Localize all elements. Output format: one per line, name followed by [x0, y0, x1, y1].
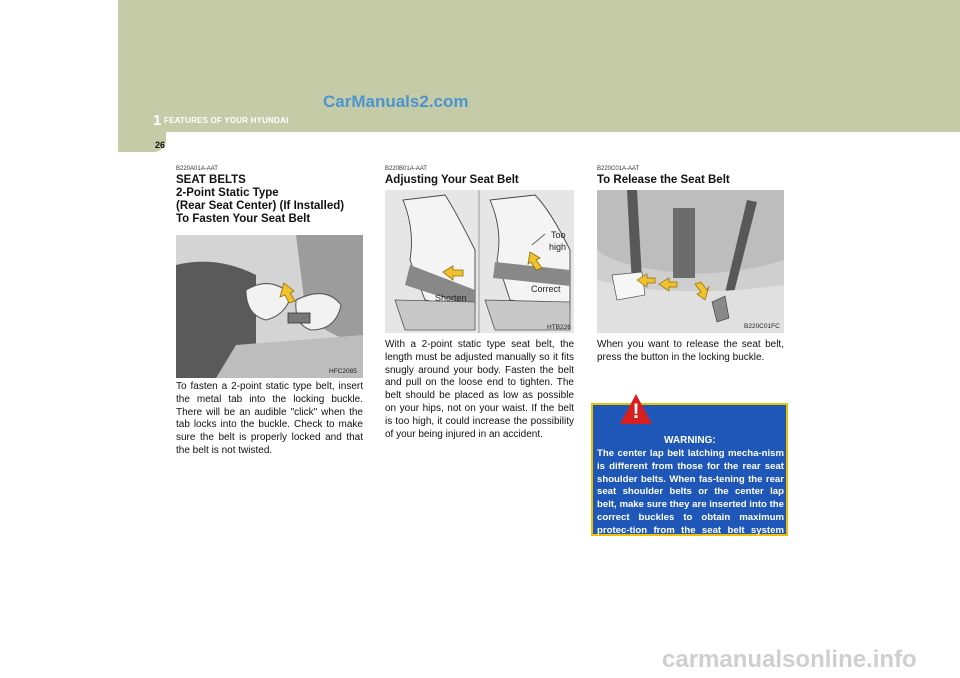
heading-line: SEAT BELTS [176, 174, 246, 186]
footer-watermark-link[interactable]: carmanualsonline.info [662, 646, 917, 673]
figure-label: HTB226 [547, 324, 571, 331]
figure-fasten-belt [176, 235, 363, 378]
chapter-title: FEATURES OF YOUR HYUNDAI [164, 116, 289, 125]
rear-seat-buckle-illustration [597, 190, 784, 333]
body-text: With a 2-point static type seat belt, the length must be adjusted manually so it fits snugly around your body. Fasten the belt and pull on the loose end to tighten. The belt should be placed as low as possible on your hips, not on your waist. If the belt is too high, it could increase the possibility of your being injured in an accident. [385, 339, 574, 440]
page-number: 26 [155, 140, 166, 150]
section-heading: To Release the Seat Belt [597, 174, 730, 186]
site-watermark-link[interactable]: CarManuals2.com [323, 92, 469, 111]
warning-title: WARNING: [664, 435, 716, 446]
section-heading [176, 174, 366, 226]
heading-line: 2-Point Static Type [176, 187, 279, 199]
heading-line: To Fasten Your Seat Belt [176, 213, 311, 225]
callout-correct: Correct [531, 284, 561, 294]
body-text: To fasten a 2-point static type belt, insert the metal tab into the locking buckle. There will be an audible "click" when the tab locks into the buckle. Check to make sure the belt is properly locked and that the belt is not twisted. [176, 381, 363, 456]
heading-line: (Rear Seat Center) (If Installed) [176, 200, 345, 212]
section-code: B220B01A-AAT [385, 166, 427, 172]
section-heading: Adjusting Your Seat Belt [385, 174, 519, 186]
exclamation-icon: ! [632, 400, 640, 423]
section-code: B220C01A-AAT [597, 166, 640, 172]
belt-position-illustration [385, 190, 574, 333]
seat-belt-buckle-illustration [176, 235, 363, 378]
warning-text: The center lap belt latching mecha-nism is different from those for the rear seat shoulder belts. When fas-tening the rear seat shoulder belts or the center lap belt, make sure they are inserted into the correct buckles to obtain maximum protec-tion from the seat belt system and assure proper operation. [597, 448, 784, 549]
chapter-number: 1 [153, 112, 162, 129]
figure-release-belt [597, 190, 784, 333]
body-text: When you want to release the seat belt, press the button in the locking buckle. [597, 339, 784, 363]
figure-label: HFC2085 [329, 368, 357, 375]
header-band [118, 0, 960, 132]
section-code: B220A01A-AAT [176, 166, 218, 172]
callout-high: high [549, 242, 567, 252]
figure-adjust-belt [385, 190, 574, 333]
callout-shorten: Shorten [435, 293, 467, 303]
callout-too: Too [551, 230, 566, 240]
figure-label: B220C01FC [744, 323, 780, 330]
